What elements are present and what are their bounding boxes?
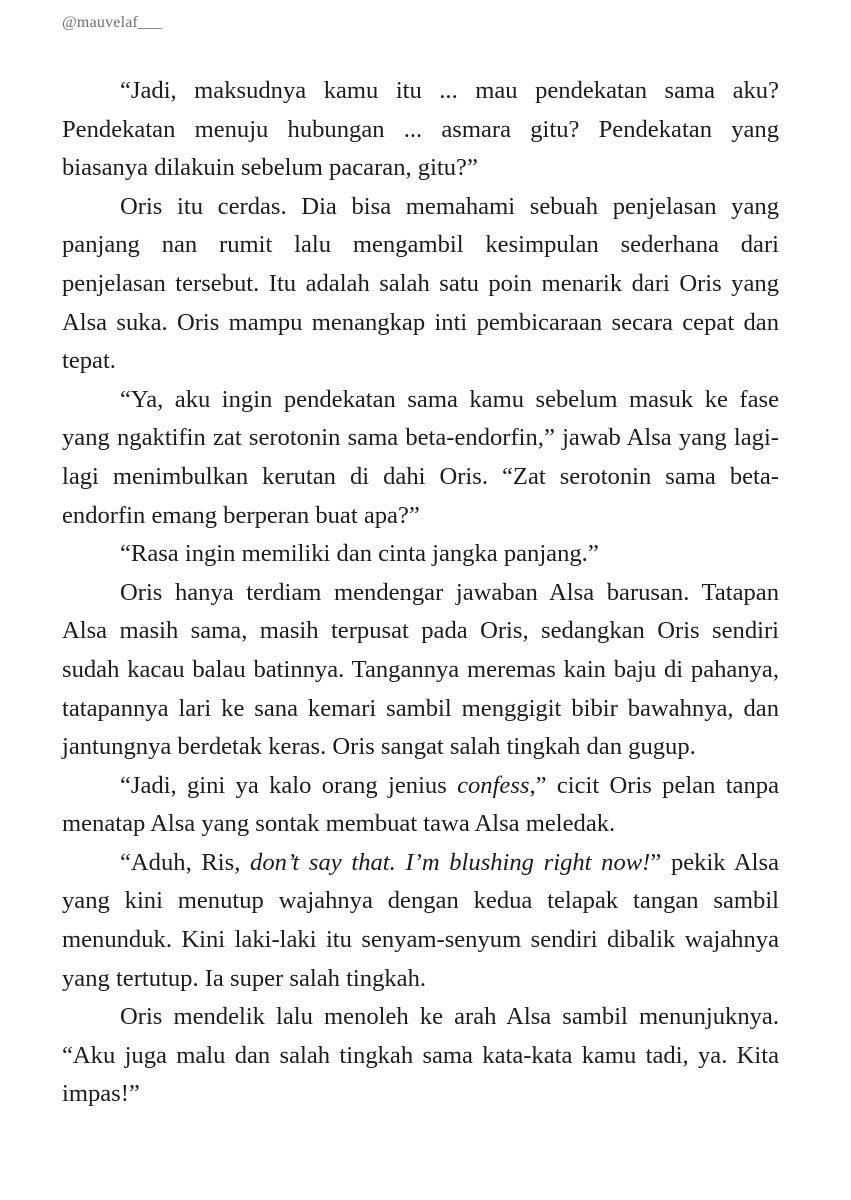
paragraph-3	[62, 381, 779, 535]
paragraph-text: “Jadi, maksudnya kamu itu ... mau pendekatan sama aku? Pendekatan menuju hubungan ... asmara gitu? Pendekatan yang biasanya dilakuin sebelum pacaran, gitu?”	[62, 77, 779, 182]
author-watermark: @mauvelaf___	[62, 14, 163, 31]
paragraph-text: “Rasa ingin memiliki dan cinta jangka panjang.”	[120, 540, 599, 568]
paragraph-text: “Jadi, gini ya kalo orang jenius	[120, 771, 458, 799]
paragraph-6	[62, 767, 779, 844]
paragraph-text: Oris mendelik lalu menoleh ke arah Alsa sambil menunjuknya. “Aku juga malu dan salah tingkah sama kata-kata kamu tadi, ya. Kita impas!”	[62, 1003, 779, 1108]
paragraph-text: ” cicit Oris pelan tanpa menatap Alsa yang sontak membuat tawa Alsa meledak.	[62, 771, 779, 838]
paragraph-text: “Ya, aku ingin pendekatan sama kamu sebelum masuk ke fase yang ngaktifin zat serotonin sama beta-endorfin,” jawab Alsa yang lagi-lagi menimbulkan kerutan di dahi Oris. “Zat serotonin sama beta-endorfin emang berperan buat apa?”	[62, 385, 779, 529]
novel-page-body	[62, 72, 779, 1114]
paragraph-text: “Aduh, Ris,	[120, 848, 251, 876]
paragraph-5	[62, 574, 779, 767]
paragraph-4	[62, 535, 779, 574]
paragraph-2	[62, 188, 779, 381]
paragraph-1	[62, 72, 779, 188]
paragraph-text: ” pekik Alsa yang kini menutup wajahnya dengan kedua telapak tangan sambil menunduk. Kini laki-laki itu senyam-senyum sendiri dibalik wajahnya yang tertutup. Ia super salah tingkah.	[62, 848, 779, 992]
italic-phrase: don’t say that. I’m blushing right now!	[250, 848, 651, 876]
paragraph-text: Oris hanya terdiam mendengar jawaban Alsa barusan. Tatapan Alsa masih sama, masih terpusat pada Oris, sedangkan Oris sendiri sudah kacau balau batinnya. Tangannya meremas kain baju di pahanya, tatapannya lari ke sana kemari sambil menggigit bibir bawahnya, dan jantungnya berdetak keras. Oris sangat salah tingkah dan gugup.	[62, 578, 779, 761]
paragraph-text: Oris itu cerdas. Dia bisa memahami sebuah penjelasan yang panjang nan rumit lalu mengambil kesimpulan sederhana dari penjelasan tersebut. Itu adalah salah satu poin menarik dari Oris yang Alsa suka. Oris mampu menangkap inti pembicaraan secara cepat dan tepat.	[62, 192, 779, 375]
italic-phrase: confess,	[457, 771, 536, 799]
paragraph-8	[62, 998, 779, 1114]
paragraph-7	[62, 844, 779, 998]
